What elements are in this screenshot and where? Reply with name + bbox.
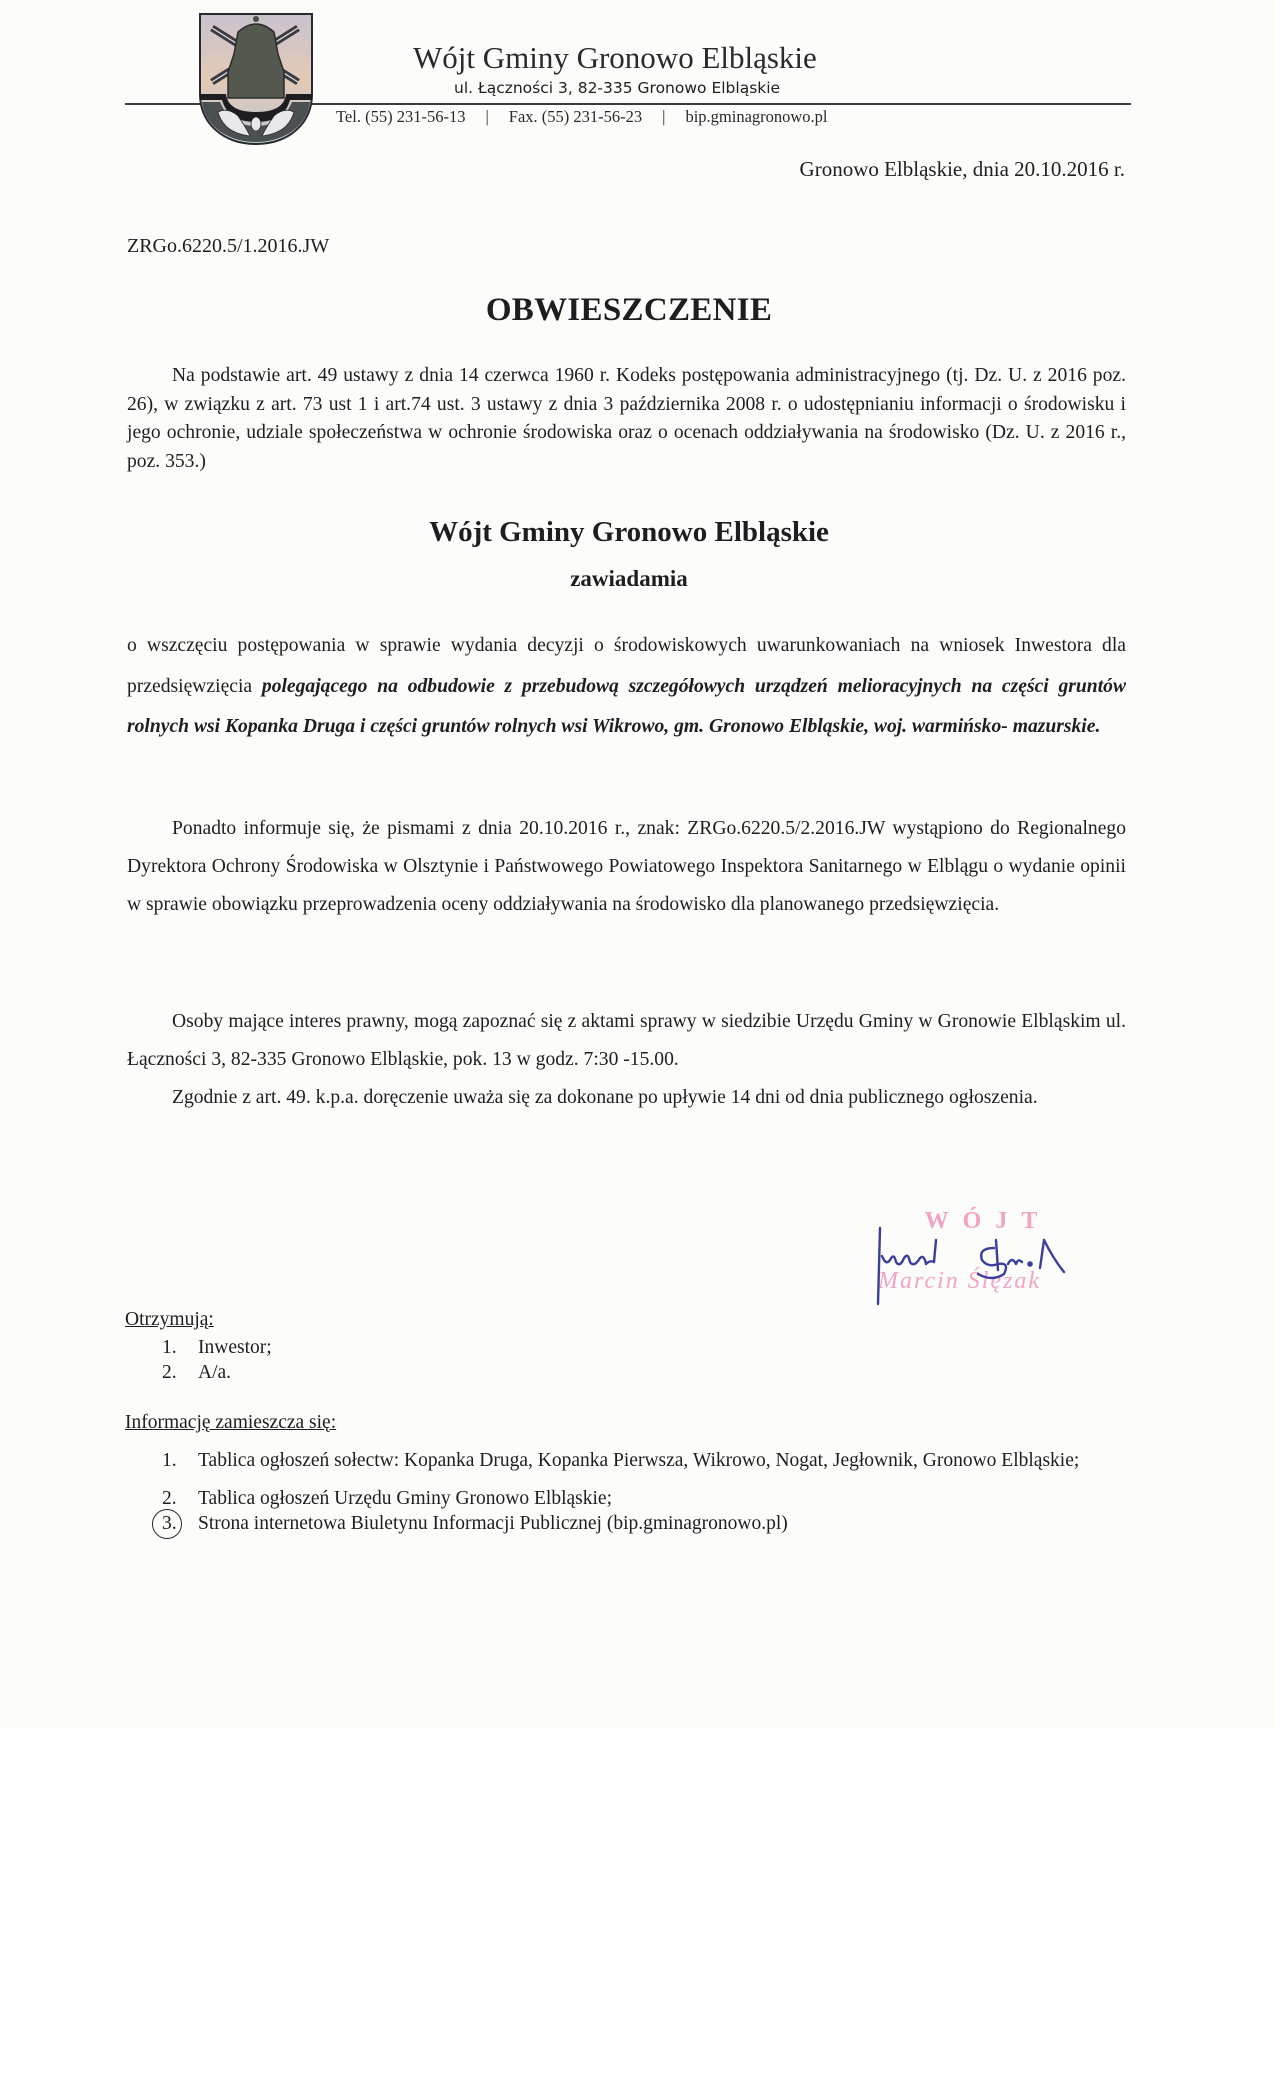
item-text: Strona internetowa Biuletynu Informacji Publicznej (bip.gminagronowo.pl) xyxy=(198,1513,788,1534)
item-number: 1. xyxy=(162,1450,177,1471)
access-paragraph: Osoby mające interes prawny, mogą zapoznać się z aktami sprawy w siedzibie Urzędu Gminy w Gronowie Elbląskim ul. Łączności 3, 82-335 Gronowo Elbląskie, pok. 13 w godz. 7:30 -15.00. xyxy=(127,1011,1126,1070)
item-text: Tablica ogłoszeń Urzędu Gminy Gronowo Elbląskie; xyxy=(198,1487,612,1509)
list-item xyxy=(160,1335,1128,1360)
list-item xyxy=(160,1360,1128,1385)
authority-heading: Wójt Gminy Gronowo Elbląskie xyxy=(429,516,829,548)
delivery-paragraph: Zgodnie z art. 49. k.p.a. doręczenie uważa się za dokonane po upływie 14 dni od dnia publicznego ogłoszenia. xyxy=(172,1087,1038,1108)
letterhead-title: Wójt Gminy Gronowo Elbląskie xyxy=(413,40,817,75)
recipients-heading: Otrzymują: xyxy=(125,1309,214,1330)
list-item xyxy=(160,1511,1128,1537)
item-number: 2. xyxy=(162,1362,177,1383)
fax-number: Fax. (55) 231-56-23 xyxy=(508,107,643,126)
recipients-list xyxy=(160,1335,1128,1385)
separator: | xyxy=(485,107,489,126)
phone-number: Tel. (55) 231-56-13 xyxy=(336,107,466,126)
website-link[interactable]: bip.gminagronowo.pl xyxy=(685,107,828,126)
notice-paragraph xyxy=(127,626,1126,748)
notice-text: o wszczęciu postępowania w sprawie wydania decyzji o środowiskowych uwarunkowaniach na wniosek Inwestora dla przedsięwzięcia xyxy=(127,635,1126,697)
separator: | xyxy=(662,107,666,126)
hand-drawn-circle-icon xyxy=(149,1506,186,1543)
list-item xyxy=(160,1486,1128,1512)
item-number: 3. xyxy=(162,1513,177,1534)
publication-heading: Informację zamieszcza się: xyxy=(125,1412,337,1433)
signature-block xyxy=(868,1200,1108,1310)
document-title: OBWIESZCZENIE xyxy=(485,292,773,328)
letterhead-address: ul. Łączności 3, 82-335 Gronowo Elbląskie xyxy=(454,79,781,97)
handwritten-signature-icon xyxy=(868,1200,1108,1310)
place-and-date: Gronowo Elbląskie, dnia 20.10.2016 r. xyxy=(799,157,1125,181)
stamp-title: WÓJT xyxy=(924,1208,1052,1234)
stamp-name: Marcin Ślęzak xyxy=(878,1268,1042,1294)
item-text: Tablica ogłoszeń sołectw: Kopanka Druga, Kopanka Pierwsza, Wikrowo, Nogat, Jegłownik, Gronowo Elbląskie; xyxy=(198,1450,1080,1471)
project-description: polegającego na odbudowie z przebudową szczegółowych urządzeń melioracyjnych na części gruntów rolnych wsi Kopanka Druga i części gruntów rolnych wsi Wikrowo, gm. Gronowo Elbląskie, woj. warmińsko- mazurskie. xyxy=(127,675,1127,737)
letterhead-contact xyxy=(336,107,828,127)
opinion-paragraph: Ponadto informuje się, że pismami z dnia 20.10.2016 r., znak: ZRGo.6220.5/2.2016.JW wystąpiono do Regionalnego Dyrektora Ochrony Środowiska w Olsztynie i Państwowego Powiatowego Inspektora Sanitarnego w Elblągu o wydanie opinii w sprawie obowiązku przeprowadzenia oceny oddziaływania na środowisko dla planowanego przedsięwzięcia. xyxy=(127,818,1126,915)
windmill-coat-of-arms-icon xyxy=(198,12,314,146)
authority-verb: zawiadamia xyxy=(570,566,688,591)
item-text: Inwestor; xyxy=(198,1337,272,1358)
reference-number: ZRGo.6220.5/1.2016.JW xyxy=(127,235,330,257)
legal-basis-paragraph: Na podstawie art. 49 ustawy z dnia 14 czerwca 1960 r. Kodeks postępowania administracyjnego (tj. Dz. U. z 2016 poz. 26), w związku z art. 73 ust 1 i art.74 ust. 3 ustawy z dnia 3 października 2008 r. o udostępnianiu informacji o środowisku i jego ochronie, udziale społeczeństwa w ochronie środowiska oraz o ocenach oddziaływania na środowisko (Dz. U. z 2016 r., poz. 353.) xyxy=(127,365,1126,472)
item-number: 2. xyxy=(162,1487,177,1509)
item-text: A/a. xyxy=(198,1362,232,1383)
list-item xyxy=(160,1448,1128,1474)
publication-list xyxy=(160,1448,1128,1537)
item-number: 1. xyxy=(162,1337,177,1358)
